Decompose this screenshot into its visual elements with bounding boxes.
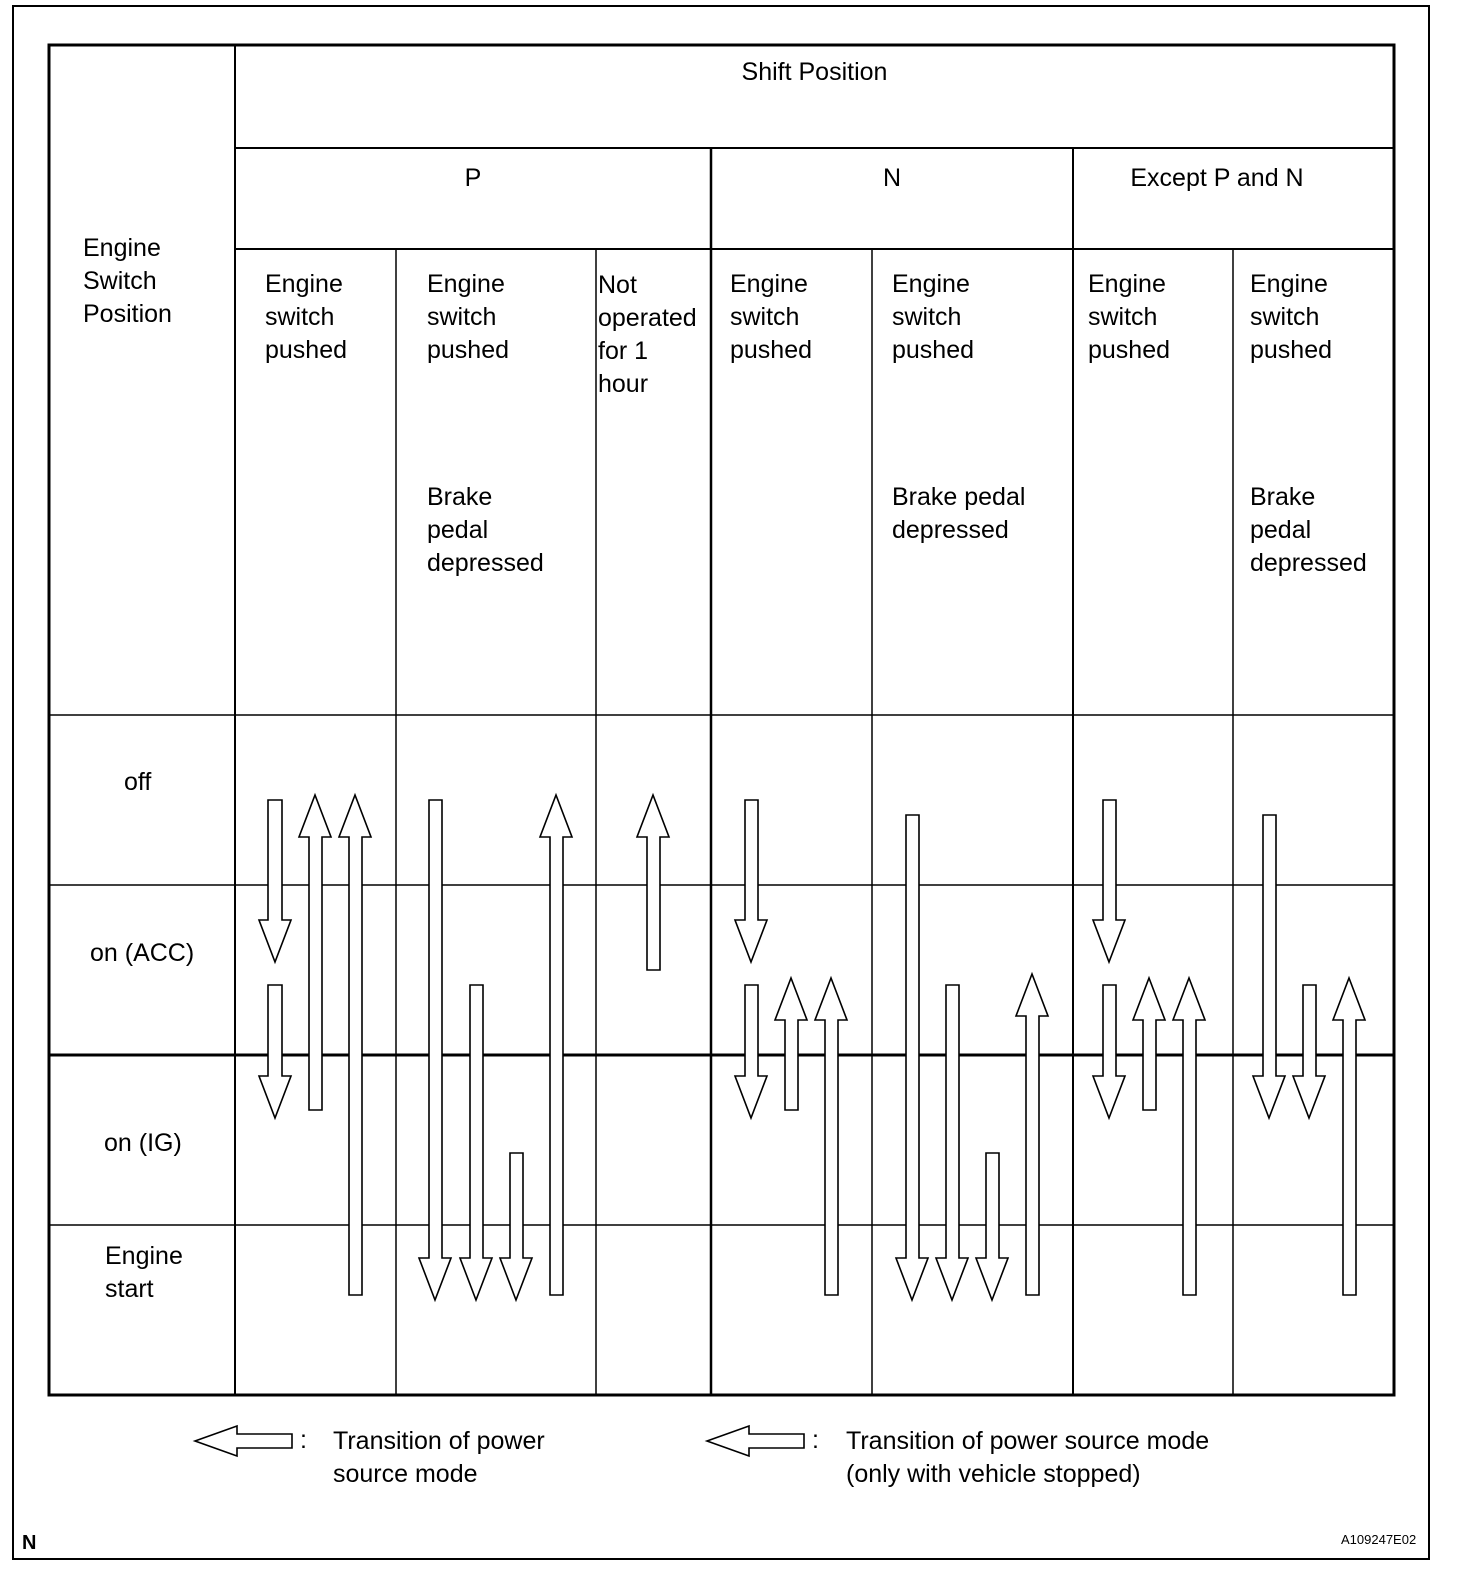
group-header-p: P xyxy=(464,164,482,192)
arrow-up xyxy=(1173,978,1205,1295)
column-2-condition: Engine switch pushed xyxy=(427,270,510,364)
legend-arrow-left xyxy=(707,1426,804,1456)
legend-arrow-left xyxy=(195,1426,292,1456)
column-7-condition: Engine switch pushed xyxy=(1250,270,1333,364)
arrow-up xyxy=(775,978,807,1110)
arrows-column-3 xyxy=(637,795,669,970)
arrow-up xyxy=(339,795,371,1295)
arrow-down xyxy=(1093,985,1125,1118)
arrow-up xyxy=(540,795,572,1295)
arrow-up xyxy=(815,978,847,1295)
group-header-n: N xyxy=(882,164,902,192)
arrow-up xyxy=(299,795,331,1110)
footer-mark: N xyxy=(22,1532,37,1554)
arrow-down xyxy=(1293,985,1325,1118)
arrow-down xyxy=(735,800,767,962)
row-label-on-ig: on (IG) xyxy=(104,1129,182,1157)
row-label-off: off xyxy=(124,768,152,796)
group-header-except-p-n: Except P and N xyxy=(1130,164,1304,192)
arrow-down xyxy=(1253,815,1285,1118)
arrow-down xyxy=(500,1153,532,1300)
arrow-up xyxy=(1333,978,1365,1295)
shift-position-header: Shift Position xyxy=(741,58,888,86)
column-1-condition: Engine switch pushed xyxy=(265,270,348,364)
legend-2-colon: : xyxy=(812,1426,819,1454)
column-3-condition: Not operated for 1 hour xyxy=(598,271,697,398)
column-5-condition: Engine switch pushed xyxy=(892,270,975,364)
column-6-condition: Engine switch pushed xyxy=(1088,270,1171,364)
arrow-up xyxy=(1133,978,1165,1110)
arrow-down xyxy=(460,985,492,1300)
arrow-down xyxy=(976,1153,1008,1300)
arrow-down xyxy=(936,985,968,1300)
arrow-down xyxy=(896,815,928,1300)
column-7-extra: Brake pedal depressed xyxy=(1250,483,1367,577)
arrows-column-1 xyxy=(259,795,371,1295)
row-label-engine-start: Engine start xyxy=(105,1242,183,1303)
arrow-up xyxy=(1016,974,1048,1295)
row-header-label: Engine Switch Position xyxy=(83,234,172,328)
row-label-on-acc: on (ACC) xyxy=(90,939,195,967)
arrow-down xyxy=(259,985,291,1118)
legend-2-text: Transition of power source mode (only with vehicle stopped) xyxy=(846,1427,1210,1488)
column-2-extra: Brake pedal depressed xyxy=(427,483,544,577)
arrows-column-7 xyxy=(1253,815,1365,1295)
arrow-down xyxy=(259,800,291,962)
arrows-column-4 xyxy=(735,800,847,1295)
legend-1-colon: : xyxy=(300,1426,307,1454)
arrows-column-6 xyxy=(1093,800,1205,1295)
arrow-down xyxy=(1093,800,1125,962)
column-5-extra: Brake pedal depressed xyxy=(892,483,1026,544)
arrow-down xyxy=(735,985,767,1118)
column-4-condition: Engine switch pushed xyxy=(730,270,813,364)
legend-1-text: Transition of power source mode xyxy=(333,1427,545,1488)
arrow-up xyxy=(637,795,669,970)
figure-id: A109247E02 xyxy=(1341,1532,1417,1547)
arrows-column-5 xyxy=(896,815,1048,1300)
